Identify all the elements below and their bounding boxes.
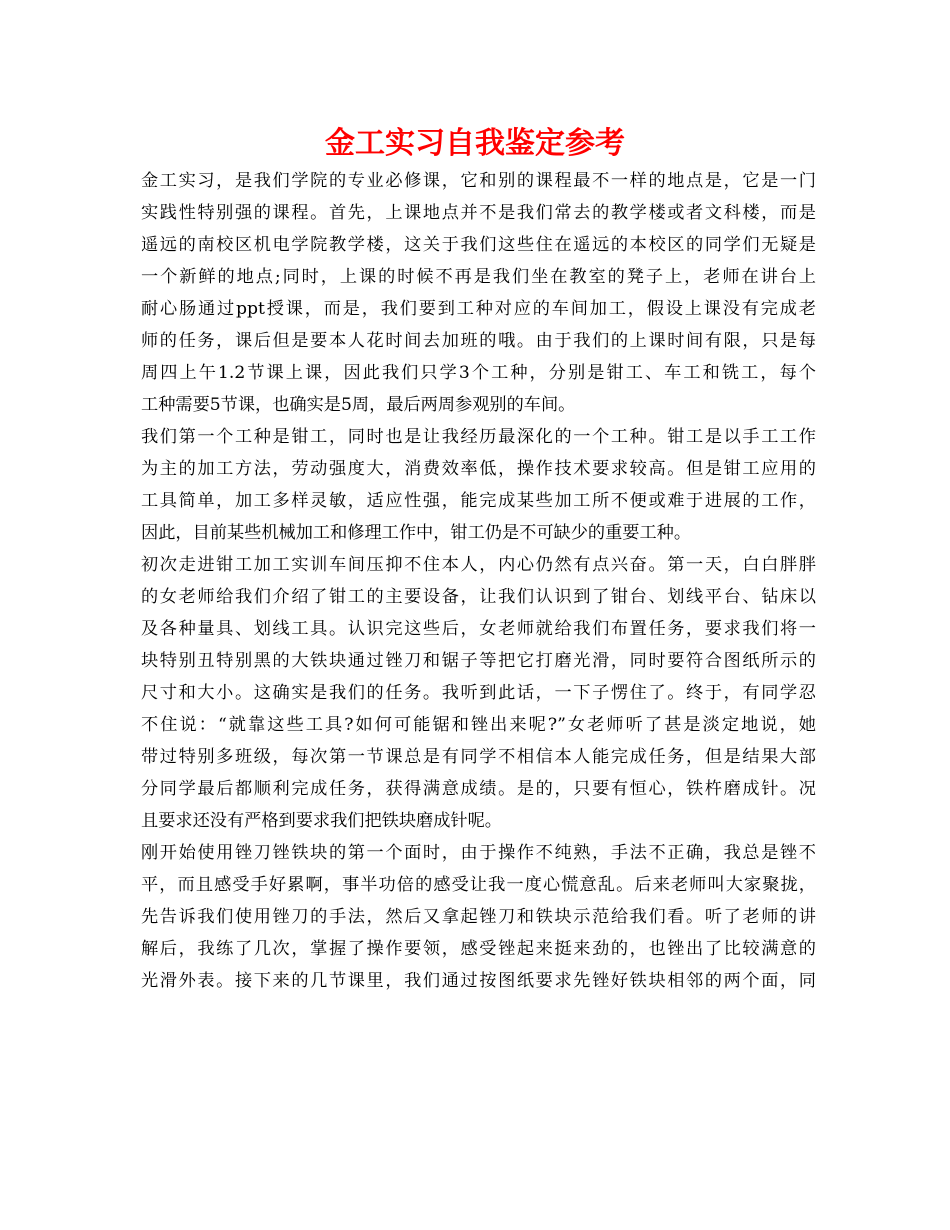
text-line: 刚开始使用锉刀锉铁块的第一个面时，由于操作不纯熟，手法不正确，我总是锉不: [141, 843, 816, 863]
text-line: 耐心肠通过ppt授课，而是，我们要到工种对应的车间加工，假设上课没有完成老: [141, 299, 816, 319]
text-line: 且要求还没有严格到要求我们把铁块磨成针呢。: [141, 811, 502, 831]
text-line: 为主的加工方法，劳动强度大，消费效率低，操作技术要求较高。但是钳工应用的: [141, 459, 816, 479]
paragraph-3: [141, 549, 816, 837]
text-line: 平，而且感受手好累啊，事半功倍的感受让我一度心慌意乱。后来老师叫大家聚拢，: [141, 875, 816, 895]
text-line: 我们第一个工种是钳工，同时也是让我经历最深化的一个工种。钳工是以手工工作: [141, 427, 816, 447]
text-line: 带过特别多班级，每次第一节课总是有同学不相信本人能完成任务，但是结果大部: [141, 747, 816, 767]
text-line: 光滑外表。接下来的几节课里，我们通过按图纸要求先锉好铁块相邻的两个面，同: [141, 971, 816, 991]
paragraph-1: [141, 165, 816, 421]
paragraph-4: [141, 837, 816, 997]
text-line: 工具简单，加工多样灵敏，适应性强，能完成某些加工所不便或难于进展的工作，: [141, 491, 816, 511]
text-line: 不住说：“就靠这些工具?如何可能锯和锉出来呢?”女老师听了甚是淡定地说，她: [141, 715, 816, 735]
text-line: 因此，目前某些机械加工和修理工作中，钳工仍是不可缺少的重要工种。: [141, 523, 692, 543]
text-line: 解后，我练了几次，掌握了操作要领，感受锉起来挺来劲的，也锉出了比较满意的: [141, 939, 816, 959]
document-title: 金工实习自我鉴定参考: [325, 126, 625, 161]
text-line: 工种需要5节课，也确实是5周，最后两周参观别的车间。: [141, 395, 576, 415]
text-line: 及各种量具、划线工具。认识完这些后，女老师就给我们布置任务，要求我们将一: [141, 619, 816, 639]
text-line: 实践性特别强的课程。首先，上课地点并不是我们常去的教学楼或者文科楼，而是: [141, 203, 816, 223]
text-line: 一个新鲜的地点;同时，上课的时候不再是我们坐在教室的凳子上，老师在讲台上: [141, 267, 816, 287]
text-line: 师的任务，课后但是要本人花时间去加班的哦。由于我们的上课时间有限，只是每: [141, 331, 816, 351]
text-line: 块特别丑特别黑的大铁块通过锉刀和锯子等把它打磨光滑，同时要符合图纸所示的: [141, 651, 816, 671]
text-line: 金工实习，是我们学院的专业必修课，它和别的课程最不一样的地点是，它是一门: [141, 171, 816, 191]
text-line: 先告诉我们使用锉刀的手法，然后又拿起锉刀和铁块示范给我们看。听了老师的讲: [141, 907, 816, 927]
text-line: 分同学最后都顺利完成任务，获得满意成绩。是的，只要有恒心，铁杵磨成针。况: [141, 779, 816, 799]
text-line: 的女老师给我们介绍了钳工的主要设备，让我们认识到了钳台、划线平台、钻床以: [141, 587, 816, 607]
text-line: 遥远的南校区机电学院教学楼，这关于我们这些住在遥远的本校区的同学们无疑是: [141, 235, 816, 255]
paragraph-2: [141, 421, 816, 549]
text-line: 初次走进钳工加工实训车间压抑不住本人，内心仍然有点兴奋。第一天，白白胖胖: [141, 555, 816, 575]
text-line: 尺寸和大小。这确实是我们的任务。我听到此话，一下子愣住了。终于，有同学忍: [141, 683, 816, 703]
document-body: [141, 165, 816, 997]
text-line: 周四上午1.2节课上课，因此我们只学3个工种，分别是钳工、车工和铣工，每个: [141, 363, 816, 383]
